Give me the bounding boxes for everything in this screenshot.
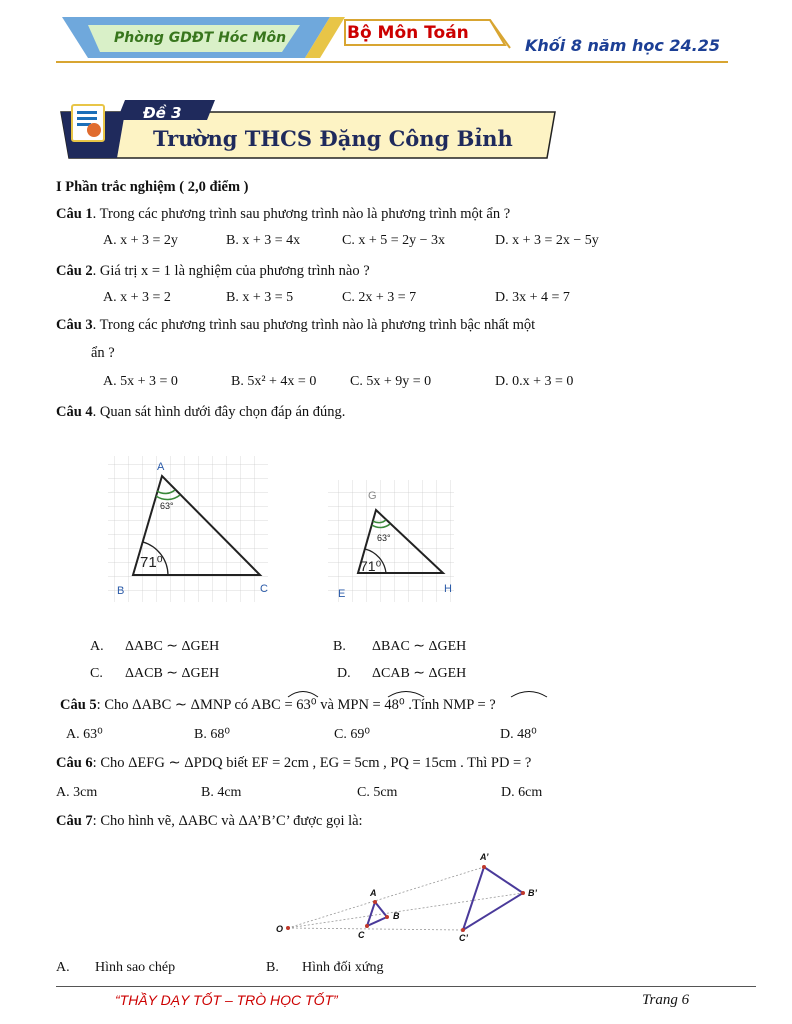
footer-slogan: “THẦY DẠY TỐT – TRÒ HỌC TỐT”	[115, 992, 338, 1008]
q4-option-b-letter[interactable]: B.	[333, 639, 346, 654]
triangle-abc-large	[463, 867, 523, 930]
q3-option-c[interactable]: C. 5x + 9y = 0	[350, 374, 432, 389]
footer-divider	[56, 986, 756, 987]
q1-option-c[interactable]: C. x + 5 = 2y − 3x	[342, 233, 446, 248]
document-icon	[71, 104, 105, 142]
label-c-small: C	[358, 930, 365, 940]
question-4	[56, 403, 345, 421]
q2-option-c[interactable]: C. 2x + 3 = 7	[342, 290, 417, 305]
q7-option-a[interactable]: Hình sao chép	[95, 960, 176, 975]
question-1	[56, 205, 510, 223]
question-text: : Cho hình vẽ, ΔABC và ΔA’B’C’ được gọi là:	[92, 813, 363, 829]
angle-g-value: 63°	[377, 533, 391, 543]
department-name: Phòng GDĐT Hóc Môn	[114, 30, 287, 46]
label-g: G	[368, 490, 377, 502]
angle-b-value: 71⁰	[140, 554, 163, 571]
section-title: I Phần trắc nghiệm ( 2,0 điểm )	[56, 179, 249, 195]
q7-option-a-letter[interactable]: A.	[56, 960, 70, 975]
label-o: O	[276, 924, 284, 934]
q4-option-a-letter[interactable]: A.	[90, 639, 104, 654]
q7-option-b-letter[interactable]: B.	[266, 960, 279, 975]
q1-option-b[interactable]: B. x + 3 = 4x	[226, 233, 301, 248]
q5-option-c[interactable]: C. 69⁰	[334, 727, 370, 742]
grid-left	[108, 456, 268, 602]
figure-homothety	[270, 845, 560, 950]
question-text: . Quan sát hình dưới đây chọn đáp án đúng.	[92, 404, 346, 420]
label-h: H	[444, 583, 452, 595]
question-7	[56, 812, 363, 830]
school-name: Trường THCS Đặng Công Bỉnh	[153, 126, 513, 151]
q2-option-b[interactable]: B. x + 3 = 5	[226, 290, 294, 305]
q2-option-d[interactable]: D. 3x + 4 = 7	[495, 290, 570, 305]
question-label: Câu 5	[60, 697, 97, 713]
q5-option-a[interactable]: A. 63⁰	[66, 727, 103, 742]
label-e: E	[338, 588, 346, 600]
question-text: . Trong các phương trình sau phương trình nào là phương trình một ẩn ?	[92, 206, 511, 222]
q4-option-a[interactable]: ΔABC ∼ ΔGEH	[125, 639, 220, 654]
label-c-prime: C’	[459, 933, 468, 943]
label-b-prime: B’	[528, 888, 537, 898]
label-b: B	[117, 585, 125, 597]
q3-option-b[interactable]: B. 5x² + 4x = 0	[231, 374, 317, 389]
figure-similar-triangles	[100, 450, 460, 608]
question-text: . Trong các phương trình sau phương trình nào là phương trình bậc nhất một	[92, 317, 536, 333]
projection-lines	[288, 867, 523, 930]
page-header	[0, 0, 792, 70]
question-label: Câu 2	[56, 263, 93, 279]
question-label: Câu 6	[56, 755, 93, 771]
label-a-small: A	[370, 888, 377, 898]
question-text: : Cho ΔEFG ∼ ΔPDQ biết EF = 2cm , EG = 5cm , PQ = 15cm . Thì PD = ?	[92, 755, 532, 771]
subject-name: Bộ Môn Toán	[347, 23, 469, 43]
question-3-continuation: ẩn ?	[91, 345, 115, 361]
label-c: C	[260, 583, 268, 595]
q3-option-d[interactable]: D. 0.x + 3 = 0	[495, 374, 574, 389]
label-a-prime: A’	[480, 852, 489, 862]
angle-a-value: 63°	[160, 501, 174, 511]
q4-option-c[interactable]: ΔACB ∼ ΔGEH	[125, 666, 220, 681]
q1-option-d[interactable]: D. x + 3 = 2x − 5y	[495, 233, 599, 248]
question-label: Câu 1	[56, 206, 93, 222]
label-a: A	[157, 461, 165, 473]
q6-option-b[interactable]: B. 4cm	[201, 785, 242, 800]
q5-option-d[interactable]: D. 48⁰	[500, 727, 537, 742]
question-text: : Cho ΔABC ∼ ΔMNP có ABC = 63⁰ và MPN = 48⁰ .Tính NMP = ?	[96, 697, 496, 713]
question-label: Câu 3	[56, 317, 93, 333]
question-label: Câu 4	[56, 404, 93, 420]
q6-option-c[interactable]: C. 5cm	[357, 785, 398, 800]
question-6	[56, 754, 531, 772]
grid-right	[328, 480, 454, 602]
q6-option-d[interactable]: D. 6cm	[501, 785, 543, 800]
question-text: . Giá trị x = 1 là nghiệm của phương trình nào ?	[92, 263, 370, 279]
triangle-abc-small	[367, 902, 387, 926]
q1-option-a[interactable]: A. x + 3 = 2y	[103, 233, 178, 248]
q4-option-d-letter[interactable]: D.	[337, 666, 351, 681]
q4-option-c-letter[interactable]: C.	[90, 666, 103, 681]
question-2	[56, 262, 370, 280]
q6-option-a[interactable]: A. 3cm	[56, 785, 98, 800]
q7-option-b[interactable]: Hình đối xứng	[302, 960, 384, 975]
q5-option-b[interactable]: B. 68⁰	[194, 727, 230, 742]
q4-option-d[interactable]: ΔCAB ∼ ΔGEH	[372, 666, 467, 681]
question-label: Câu 7	[56, 813, 93, 829]
angle-hat-marks	[280, 686, 580, 700]
grade-year: Khối 8 năm học 24.25	[525, 36, 721, 55]
label-b-small: B	[393, 911, 400, 921]
q4-option-b[interactable]: ΔBAC ∼ ΔGEH	[372, 639, 467, 654]
exam-number: Đề 3	[143, 104, 182, 122]
page-number: Trang 6	[642, 992, 690, 1008]
question-3	[56, 316, 535, 334]
angle-e-value: 71⁰	[360, 558, 382, 574]
q3-option-a[interactable]: A. 5x + 3 = 0	[103, 374, 178, 389]
q2-option-a[interactable]: A. x + 3 = 2	[103, 290, 171, 305]
exam-banner	[55, 98, 560, 166]
